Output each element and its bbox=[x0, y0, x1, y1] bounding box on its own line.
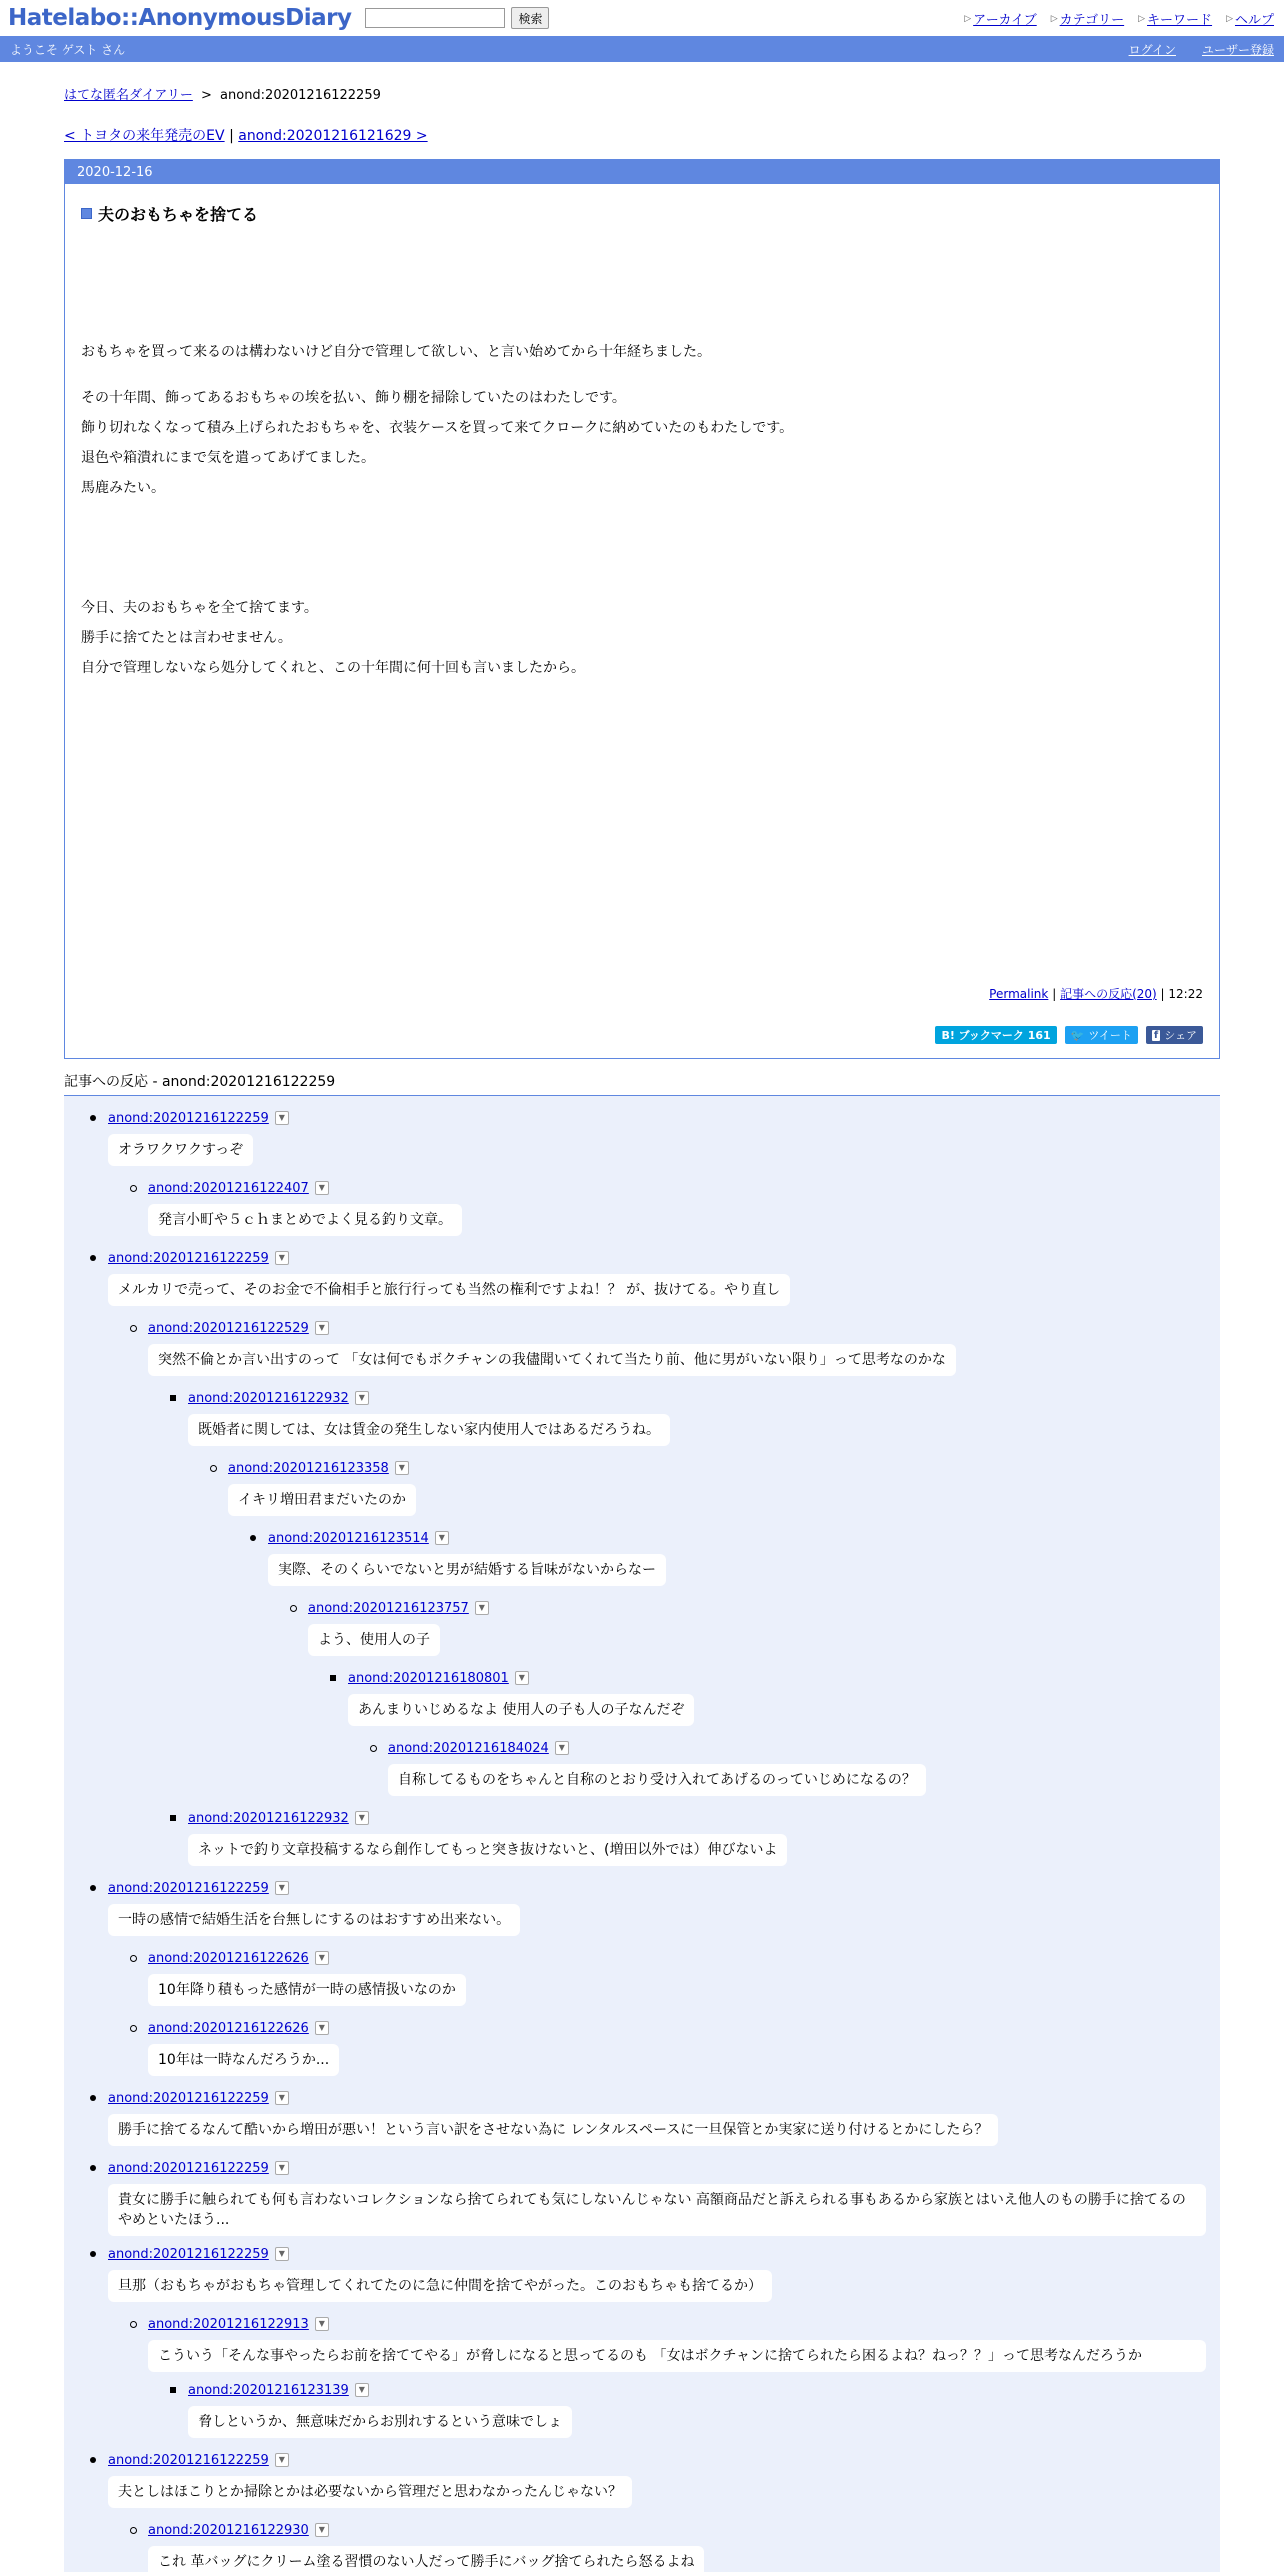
welcome-text: ようこそ ゲスト さん bbox=[10, 42, 126, 57]
chevron-down-icon[interactable]: ▼ bbox=[355, 2383, 369, 2397]
bullet-icon bbox=[90, 2095, 96, 2101]
reaction-link-row bbox=[148, 2016, 1206, 2040]
facebook-share-button[interactable] bbox=[1146, 1026, 1203, 1044]
reaction-id-link[interactable]: anond:20201216123139 bbox=[188, 2382, 349, 2398]
reaction-link-row bbox=[108, 2086, 1206, 2110]
chevron-down-icon[interactable]: ▼ bbox=[275, 2247, 289, 2261]
chevron-down-icon[interactable]: ▼ bbox=[315, 2317, 329, 2331]
reaction-id-link[interactable]: anond:20201216122529 bbox=[148, 1320, 309, 1336]
chevron-down-icon[interactable]: ▼ bbox=[315, 1181, 329, 1195]
reactions-tree bbox=[64, 1096, 1220, 2572]
reaction-id-link[interactable]: anond:20201216122259 bbox=[108, 2452, 269, 2468]
body-line: 今日、夫のおもちゃを全て捨てます。 bbox=[81, 600, 318, 616]
reaction-link-row bbox=[148, 1316, 1206, 1340]
reaction-link-row bbox=[148, 2518, 1206, 2542]
reaction-link-row bbox=[108, 2448, 1206, 2472]
reaction-item bbox=[188, 2378, 1206, 2444]
article-body-block-1 bbox=[81, 337, 1219, 367]
chevron-down-icon[interactable]: ▼ bbox=[315, 1951, 329, 1965]
top-header bbox=[0, 0, 1284, 36]
reactions-heading bbox=[64, 1071, 1220, 1096]
twitter-bird-icon: 🐦 bbox=[1070, 1028, 1085, 1042]
reaction-text: 一時の感情で結婚生活を台無しにするのはおすすめ出来ない。 bbox=[108, 1904, 520, 1936]
reaction-text: メルカリで売って、そのお金で不倫相手と旅行行っても当然の権利ですよね！？ が、抜けてる。やり直し bbox=[108, 1274, 790, 1306]
triangle-right-icon: ▷ bbox=[1050, 13, 1058, 24]
bullet-icon bbox=[130, 1955, 137, 1962]
next-entry-link[interactable]: anond:20201216121629 > bbox=[238, 128, 428, 144]
prev-next-separator: | bbox=[229, 128, 234, 144]
chevron-down-icon[interactable]: ▼ bbox=[475, 1601, 489, 1615]
tweet-label: ツイート bbox=[1088, 1029, 1132, 1042]
reaction-item bbox=[148, 1176, 1206, 1242]
hatena-bookmark-button[interactable]: B! ブックマーク 161 bbox=[935, 1026, 1056, 1044]
reactions-heading-label: 記事への反応 - bbox=[64, 1074, 158, 1090]
reactions-link[interactable]: 記事への反応(20) bbox=[1060, 987, 1157, 1001]
body-line: 自分で管理しないなら処分してくれと、この十年間に何十回も言いましたから。 bbox=[81, 660, 585, 676]
reaction-id-link[interactable]: anond:20201216122259 bbox=[108, 1250, 269, 1266]
reaction-link-row bbox=[388, 1736, 1206, 1760]
bullet-icon bbox=[90, 1115, 96, 1121]
reaction-id-link[interactable]: anond:20201216123757 bbox=[308, 1600, 469, 1616]
bullet-icon bbox=[130, 2321, 137, 2328]
user-bar bbox=[0, 36, 1284, 62]
reaction-text: 脅しというか、無意味だからお別れするという意味でしょ bbox=[188, 2406, 572, 2438]
reaction-text: オラワクワクすっぞ bbox=[108, 1134, 253, 1166]
footer-separator: | bbox=[1052, 987, 1057, 1001]
breadcrumb-current: anond:20201216122259 bbox=[220, 88, 381, 103]
reaction-item bbox=[268, 1526, 1206, 1592]
body-line: おもちゃを買って来るのは構わないけど自分で管理して欲しい、と言い始めてから十年経ちました。 bbox=[81, 344, 711, 360]
article-body-block-2 bbox=[81, 383, 1219, 503]
breadcrumb bbox=[64, 84, 1220, 103]
reaction-id-link[interactable]: anond:20201216122259 bbox=[108, 2246, 269, 2262]
reaction-link-row bbox=[188, 2378, 1206, 2402]
reaction-text: あんまりいじめるなよ 使用人の子も人の子なんだぞ bbox=[348, 1694, 694, 1726]
bullet-icon bbox=[130, 2025, 137, 2032]
reaction-link-row bbox=[188, 1806, 1206, 1830]
bullet-icon bbox=[170, 2387, 176, 2393]
breadcrumb-home[interactable]: はてな匿名ダイアリー bbox=[64, 88, 193, 103]
chevron-down-icon[interactable]: ▼ bbox=[275, 1251, 289, 1265]
nav-category[interactable] bbox=[1051, 9, 1124, 28]
article-footer bbox=[989, 985, 1203, 1002]
reaction-item bbox=[148, 1316, 1206, 1382]
article-title-text: 夫のおもちゃを捨てる bbox=[98, 205, 259, 224]
triangle-right-icon: ▷ bbox=[964, 13, 972, 24]
share-buttons bbox=[935, 1026, 1203, 1044]
reaction-id-link[interactable]: anond:20201216122259 bbox=[108, 1110, 269, 1126]
nav-help[interactable] bbox=[1226, 9, 1274, 28]
body-line: 勝手に捨てたとは言わせません。 bbox=[81, 630, 292, 646]
reaction-link-row bbox=[108, 1876, 1206, 1900]
permalink[interactable]: Permalink bbox=[989, 987, 1049, 1001]
reaction-id-link[interactable]: anond:20201216184024 bbox=[388, 1740, 549, 1756]
reaction-link-row bbox=[348, 1666, 1206, 1690]
search-button[interactable]: 検索 bbox=[511, 7, 549, 29]
reaction-item bbox=[148, 1946, 1206, 2012]
reaction-id-link[interactable]: anond:20201216122626 bbox=[148, 2020, 309, 2036]
reaction-text: こういう「そんな事やったらお前を捨ててやる」が脅しになると思ってるのも 「女はボクチャンに捨てられたら困るよね？ねっ？？」って思考なんだろうか bbox=[148, 2340, 1206, 2372]
reaction-text: これ 革バッグにクリーム塗る習慣のない人だって勝手にバッグ捨てられたら怒るよね bbox=[148, 2546, 704, 2572]
reaction-item bbox=[108, 2156, 1206, 2236]
reaction-link-row bbox=[308, 1596, 1206, 1620]
site-logo[interactable]: Hatelabo::AnonymousDiary bbox=[8, 5, 352, 31]
bullet-icon bbox=[290, 1605, 297, 1612]
reactions-wrapper bbox=[0, 1096, 1284, 2572]
chevron-down-icon[interactable]: ▼ bbox=[555, 1741, 569, 1755]
reaction-text: 発言小町や５ｃｈまとめでよく見る釣り文章。 bbox=[148, 1204, 462, 1236]
reaction-id-link[interactable]: anond:20201216122913 bbox=[148, 2316, 309, 2332]
main-content bbox=[0, 84, 1284, 1096]
top-nav bbox=[964, 9, 1274, 28]
reaction-item bbox=[108, 1106, 1206, 1172]
reaction-item bbox=[148, 2518, 1206, 2572]
chevron-down-icon[interactable]: ▼ bbox=[515, 1671, 529, 1685]
facebook-share-label: シェア bbox=[1164, 1029, 1197, 1042]
body-line: 退色や箱潰れにまで気を遣ってあげてました。 bbox=[81, 450, 375, 466]
reaction-id-link[interactable]: anond:20201216122626 bbox=[148, 1950, 309, 1966]
chevron-down-icon[interactable]: ▼ bbox=[275, 2453, 289, 2467]
square-icon[interactable] bbox=[81, 208, 92, 219]
reaction-id-link[interactable]: anond:20201216123514 bbox=[268, 1530, 429, 1546]
reaction-link-row bbox=[108, 2242, 1206, 2266]
article-date: 2020-12-16 bbox=[65, 160, 1219, 184]
chevron-down-icon[interactable]: ▼ bbox=[355, 1391, 369, 1405]
nav-archive[interactable] bbox=[964, 9, 1037, 28]
body-line: 馬鹿みたい。 bbox=[81, 480, 165, 496]
reaction-text: 夫としはほこりとか掃除とかは必要ないから管理だと思わなかったんじゃない？ bbox=[108, 2476, 632, 2508]
reaction-id-link[interactable]: anond:20201216122259 bbox=[108, 2090, 269, 2106]
bullet-icon bbox=[90, 2251, 96, 2257]
reaction-item bbox=[108, 2086, 1206, 2152]
reaction-text: 10年降り積もった感情が一時の感情扱いなのか bbox=[148, 1974, 466, 2006]
article bbox=[64, 159, 1220, 1059]
facebook-icon: f bbox=[1153, 1029, 1159, 1041]
bullet-icon bbox=[90, 1255, 96, 1261]
reaction-item bbox=[388, 1736, 1206, 1802]
reaction-text: 既婚者に関しては、女は賃金の発生しない家内使用人ではあるだろうね。 bbox=[188, 1414, 670, 1446]
nav-keyword-link[interactable]: キーワード bbox=[1147, 13, 1213, 28]
register-link[interactable]: ユーザー登録 bbox=[1201, 42, 1274, 57]
reaction-text: イキリ増田君まだいたのか bbox=[228, 1484, 416, 1516]
triangle-right-icon: ▷ bbox=[1226, 13, 1233, 24]
bullet-icon bbox=[130, 2527, 137, 2534]
chevron-down-icon[interactable]: ▼ bbox=[275, 2161, 289, 2175]
body-line: 飾り切れなくなって積み上げられたおもちゃを、衣装ケースを買って来てクロークに納めていたのもわたしです。 bbox=[81, 420, 794, 436]
article-title bbox=[81, 202, 1219, 225]
chevron-down-icon[interactable]: ▼ bbox=[275, 1111, 289, 1125]
nav-keyword[interactable] bbox=[1138, 9, 1212, 28]
reaction-link-row bbox=[108, 1246, 1206, 1270]
reaction-text: 自称してるものをちゃんと自称のとおり受け入れてあげるのっていじめになるの？ bbox=[388, 1764, 926, 1796]
reaction-link-row bbox=[108, 1106, 1206, 1130]
reaction-item bbox=[228, 1456, 1206, 1522]
chevron-down-icon[interactable]: ▼ bbox=[315, 2021, 329, 2035]
bullet-icon bbox=[130, 1325, 137, 1332]
reaction-item bbox=[108, 2448, 1206, 2514]
article-body-block-3 bbox=[81, 593, 1219, 683]
tweet-button[interactable] bbox=[1065, 1026, 1138, 1044]
bullet-icon bbox=[210, 1465, 217, 1472]
reaction-item bbox=[188, 1806, 1206, 1872]
reaction-text: 勝手に捨てるなんて酷いから増田が悪い！という言い訳をさせない為に レンタルスペースに一旦保管とか実家に送り付けるとかにしたら？ bbox=[108, 2114, 998, 2146]
reaction-text: 旦那（おもちゃがおもちゃ管理してくれてたのに急に仲間を捨てやがった。このおもちゃも捨てるか） bbox=[108, 2270, 772, 2302]
chevron-down-icon[interactable]: ▼ bbox=[315, 1321, 329, 1335]
login-link[interactable]: ログイン bbox=[1128, 42, 1176, 57]
bullet-icon bbox=[250, 1535, 256, 1541]
reaction-text: ネットで釣り文章投稿するなら創作してもっと突き抜けないと、(増田以外では）伸びないよ bbox=[188, 1834, 787, 1866]
bullet-icon bbox=[90, 1885, 96, 1891]
bullet-icon bbox=[90, 2165, 96, 2171]
reaction-text: よう、使用人の子 bbox=[308, 1624, 440, 1656]
reaction-item bbox=[308, 1596, 1206, 1662]
reaction-link-row bbox=[108, 2156, 1206, 2180]
search-input[interactable] bbox=[365, 8, 505, 28]
nav-archive-link[interactable]: アーカイブ bbox=[973, 13, 1037, 28]
chevron-down-icon[interactable]: ▼ bbox=[315, 2523, 329, 2537]
reaction-id-link[interactable]: anond:20201216122932 bbox=[188, 1810, 349, 1826]
reaction-item bbox=[108, 2242, 1206, 2308]
chevron-down-icon[interactable]: ▼ bbox=[395, 1461, 409, 1475]
reaction-id-link[interactable]: anond:20201216122407 bbox=[148, 1180, 309, 1196]
breadcrumb-separator: > bbox=[200, 88, 212, 103]
reaction-id-link[interactable]: anond:20201216122259 bbox=[108, 2160, 269, 2176]
reaction-id-link[interactable]: anond:20201216180801 bbox=[348, 1670, 509, 1686]
reaction-link-row bbox=[228, 1456, 1206, 1480]
bullet-icon bbox=[90, 2457, 96, 2463]
reactions-heading-id: anond:20201216122259 bbox=[161, 1074, 336, 1090]
chevron-down-icon[interactable]: ▼ bbox=[275, 1881, 289, 1895]
reaction-id-link[interactable]: anond:20201216122930 bbox=[148, 2522, 309, 2538]
reaction-link-row bbox=[148, 1946, 1206, 1970]
chevron-down-icon[interactable]: ▼ bbox=[435, 1531, 449, 1545]
body-line: その十年間、飾ってあるおもちゃの埃を払い、飾り棚を掃除していたのはわたしです。 bbox=[81, 390, 626, 406]
reaction-text: 実際、そのくらいでないと男が結婚する旨味がないからなー bbox=[268, 1554, 666, 1586]
bullet-icon bbox=[330, 1675, 336, 1681]
prev-next-nav bbox=[64, 125, 1220, 145]
bullet-icon bbox=[170, 1395, 176, 1401]
reaction-text: 10年は一時なんだろうか... bbox=[148, 2044, 339, 2076]
chevron-down-icon[interactable]: ▼ bbox=[355, 1811, 369, 1825]
triangle-right-icon: ▷ bbox=[1138, 13, 1146, 24]
reaction-item bbox=[348, 1666, 1206, 1732]
chevron-down-icon[interactable]: ▼ bbox=[275, 2091, 289, 2105]
bullet-icon bbox=[370, 1745, 377, 1752]
reaction-item bbox=[148, 2312, 1206, 2372]
post-time: 12:22 bbox=[1168, 987, 1203, 1001]
reaction-text: 突然不倫とか言い出すのって 「女は何でもボクチャンの我儘聞いてくれて当たり前、他に男がいない限り」って思考なのかな bbox=[148, 1344, 956, 1376]
prev-entry-link[interactable]: < トヨタの来年発売のEV bbox=[64, 128, 225, 144]
reaction-link-row bbox=[148, 2312, 1206, 2336]
nav-category-link[interactable]: カテゴリー bbox=[1059, 13, 1125, 28]
reaction-item bbox=[148, 2016, 1206, 2082]
reaction-id-link[interactable]: anond:20201216122259 bbox=[108, 1880, 269, 1896]
reaction-id-link[interactable]: anond:20201216123358 bbox=[228, 1460, 389, 1476]
reaction-id-link[interactable]: anond:20201216122932 bbox=[188, 1390, 349, 1406]
nav-help-link[interactable]: ヘルプ bbox=[1234, 13, 1274, 28]
reaction-text: 貴女に勝手に触られても何も言わないコレクションなら捨てられても気にしないんじゃない 高額商品だと訴えられる事もあるから家族とはいえ他人のもの勝手に捨てるのやめといたほう... bbox=[108, 2184, 1206, 2236]
reaction-link-row bbox=[188, 1386, 1206, 1410]
bullet-icon bbox=[130, 1185, 137, 1192]
reaction-link-row bbox=[148, 1176, 1206, 1200]
reaction-item bbox=[188, 1386, 1206, 1452]
footer-separator: | bbox=[1160, 987, 1165, 1001]
reaction-link-row bbox=[268, 1526, 1206, 1550]
bullet-icon bbox=[170, 1815, 176, 1821]
reaction-item bbox=[108, 1876, 1206, 1942]
reaction-item bbox=[108, 1246, 1206, 1312]
